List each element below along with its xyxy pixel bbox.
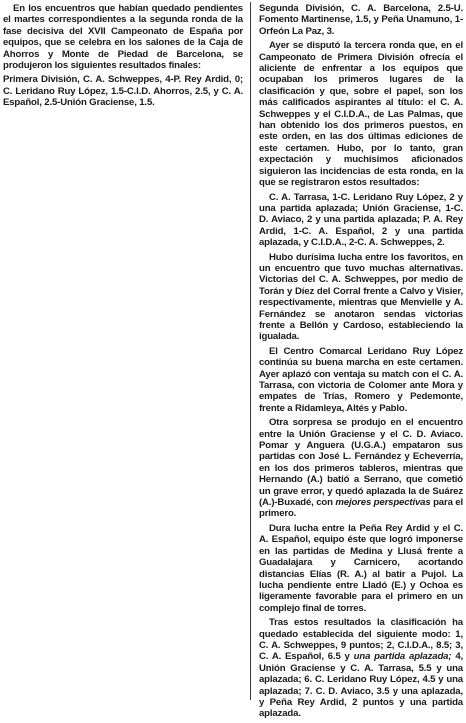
clasificacion-text-b: 4, Unión Graciense y C. A. Tarrasa, 5.5 y una aplazada; 6. C. Leridano Ruy López, 4.5 y una aplazada; 7. C. D. Aviaco, 3.5 y una aplazada, y Peña Rey Ardid, 2 puntos y una partida aplazada. (259, 651, 464, 720)
left-column (3, 3, 243, 112)
paragraph-lucha-favoritos: Hubo durísima lucha entre los favoritos, en un encuentro que tuvo muchas alternativas. Victorias del C. A. Schweppes, por medio de Torán y Díez del Corral frente a Calvo y Visier, respectivamente, mientras que Menvielle y A. Fernández se anotaron sendas victorias frente a Bellón y Cardoso, estableciendo la igualada. (259, 251, 463, 343)
sorpresa-text: Otra sorpresa se produjo en el encuentro entre la Unión Graciense y el C. D. Aviaco. Pomar y Anguera (U.G.A.) empataron sus partidas con José L. Fernández y Echeverría, en los dos primeros tableros, mientras que Hernando (A.) batió a Serrano, que cometió un grave error, y quedó aplazada la de Suárez (A.)-Buxadé, con (259, 417, 463, 509)
paragraph-resultados: C. A. Tarrasa, 1-C. Leridano Ruy López, 2 y una partida aplazada; Unión Graciense, 1-C. D. Aviaco, 2 y una partida aplazada; P. A. Rey Ardid, 1-C. A. Español, 2 y una partida aplazada, y C.I.D.A., 2-C. A. Schweppes, 2. (259, 191, 463, 249)
sorpresa-italic: mejores perspectivas (335, 497, 431, 509)
clasificacion-text-a: Tras estos resultados la clasificación ha quedado establecida del siguiente modo: 1, C. A. Schweppes, 9 puntos; 2, C.I.D.A., 8.5; 3, C. A. Español, 6.5 y (259, 617, 463, 663)
paragraph-rey-ardid: Dura lucha entre la Peña Rey Ardid y el C. A. Español, equipo éste que logró imponerse en las partidas de Medina y Llusá frente a Guadalajara y Carnicero, acortando distancias Elías (R. A.) al batir a Pujol. La lucha pendiente entre Lladó (E.) y Ochoa es ligeramente favorable para el primero en un complejo final de torres. (259, 522, 463, 614)
column-divider (250, 2, 251, 700)
clasificacion-italic: una partida aplazada; (353, 651, 452, 663)
paragraph-intro: En los encuentros que habían quedado pendientes el martes correspondientes a la segunda ronda de la fase decisiva del XVII Campeonato de España por equipos, que se celebra en los salones de la Caja de Ahorros y Monte de Piedad de Barcelona, se produjeron los siguientes resultados finales: (3, 3, 243, 72)
paragraph-clasificacion (259, 617, 463, 720)
paragraph-sorpresa (259, 417, 463, 520)
right-column (259, 3, 463, 723)
paragraph-leridano: El Centro Comarcal Leridano Ruy López continúa su buena marcha en este certamen. Ayer aplazó con ventaja su match con el C. A. Tarrasa, con victoria de Colomer ante Mora y empates de Trías, Romero y Pedemonte, frente a Ridamleya, Altés y Pablo. (259, 345, 463, 414)
paragraph-primera-division: Primera División, C. A. Schweppes, 4-P. Rey Ardid, 0; C. Leridano Ruy López, 1.5-C.I.D. Ahorros, 2.5, y C. A. Español, 2.5-Unión Graciense, 1.5. (3, 74, 243, 109)
paragraph-segunda-division: Segunda División, C. A. Barcelona, 2.5-U. Fomento Martinense, 1.5, y Peña Unamuno, 1-Orfeón La Paz, 3. (259, 3, 463, 37)
sorpresa-end: para el primero. (259, 497, 463, 520)
paragraph-tercera-ronda: Ayer se disputó la tercera ronda que, en el Campeonato de Primera División ofrecía el aliciente de enfrentar a los equipos que ocupaban los primeros lugares de la clasificación y que, sobre el papel, son los más calificados aspirantes al título: el C. A. Schweppes y el C.I.D.A., de Las Palmas, que han obtenido los dos primeros puestos, en este orden, en las dos últimas ediciones de este certamen. Hubo, por lo tanto, gran expectación y muchísimos aficionados siguieron las incidencias de esta ronda, en la que se registraron estos resultados: (259, 40, 463, 189)
